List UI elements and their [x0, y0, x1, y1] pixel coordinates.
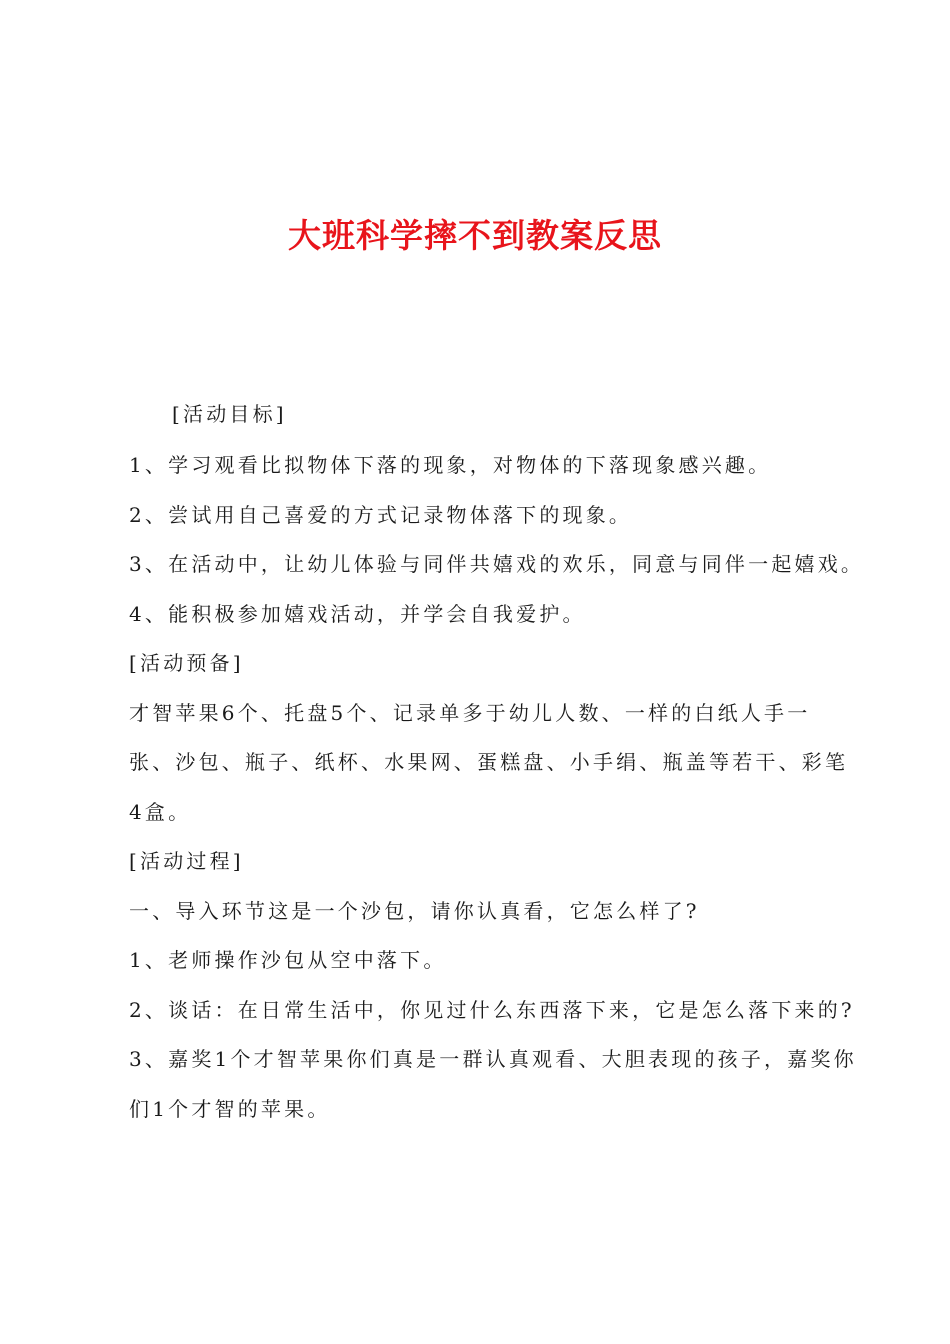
preparation-text-line-3: 4盒。: [129, 800, 192, 824]
objective-item-2: 2、尝试用自己喜爱的方式记录物体落下的现象。: [129, 503, 633, 527]
process-item-3-line-1: 3、嘉奖1个才智苹果你们真是一群认真观看、大胆表现的孩子，嘉奖你: [129, 1047, 857, 1071]
section-heading-objectives: [活动目标]: [172, 402, 287, 426]
process-step-intro: 一、导入环节这是一个沙包，请你认真看，它怎么样了?: [129, 899, 700, 923]
preparation-text-line-1: 才智苹果6个、托盘5个、记录单多于幼儿人数、一样的白纸人手一: [129, 701, 811, 725]
process-item-3-line-2: 们1个才智的苹果。: [129, 1097, 331, 1121]
objective-item-3: 3、在活动中，让幼儿体验与同伴共嬉戏的欢乐，同意与同伴一起嬉戏。: [129, 552, 865, 576]
section-heading-preparation: [活动预备]: [129, 651, 244, 675]
section-heading-process: [活动过程]: [129, 849, 244, 873]
objective-item-4: 4、能积极参加嬉戏活动，并学会自我爱护。: [129, 602, 586, 626]
preparation-text-line-2: 张、沙包、瓶子、纸杯、水果网、蛋糕盘、小手绢、瓶盖等若干、彩笔: [129, 750, 849, 774]
process-item-2: 2、谈话：在日常生活中，你见过什么东西落下来，它是怎么落下来的?: [129, 998, 855, 1022]
objective-item-1: 1、学习观看比拟物体下落的现象，对物体的下落现象感兴趣。: [129, 453, 772, 477]
process-item-1: 1、老师操作沙包从空中落下。: [129, 948, 447, 972]
document-title: 大班科学摔不到教案反思: [288, 216, 662, 255]
